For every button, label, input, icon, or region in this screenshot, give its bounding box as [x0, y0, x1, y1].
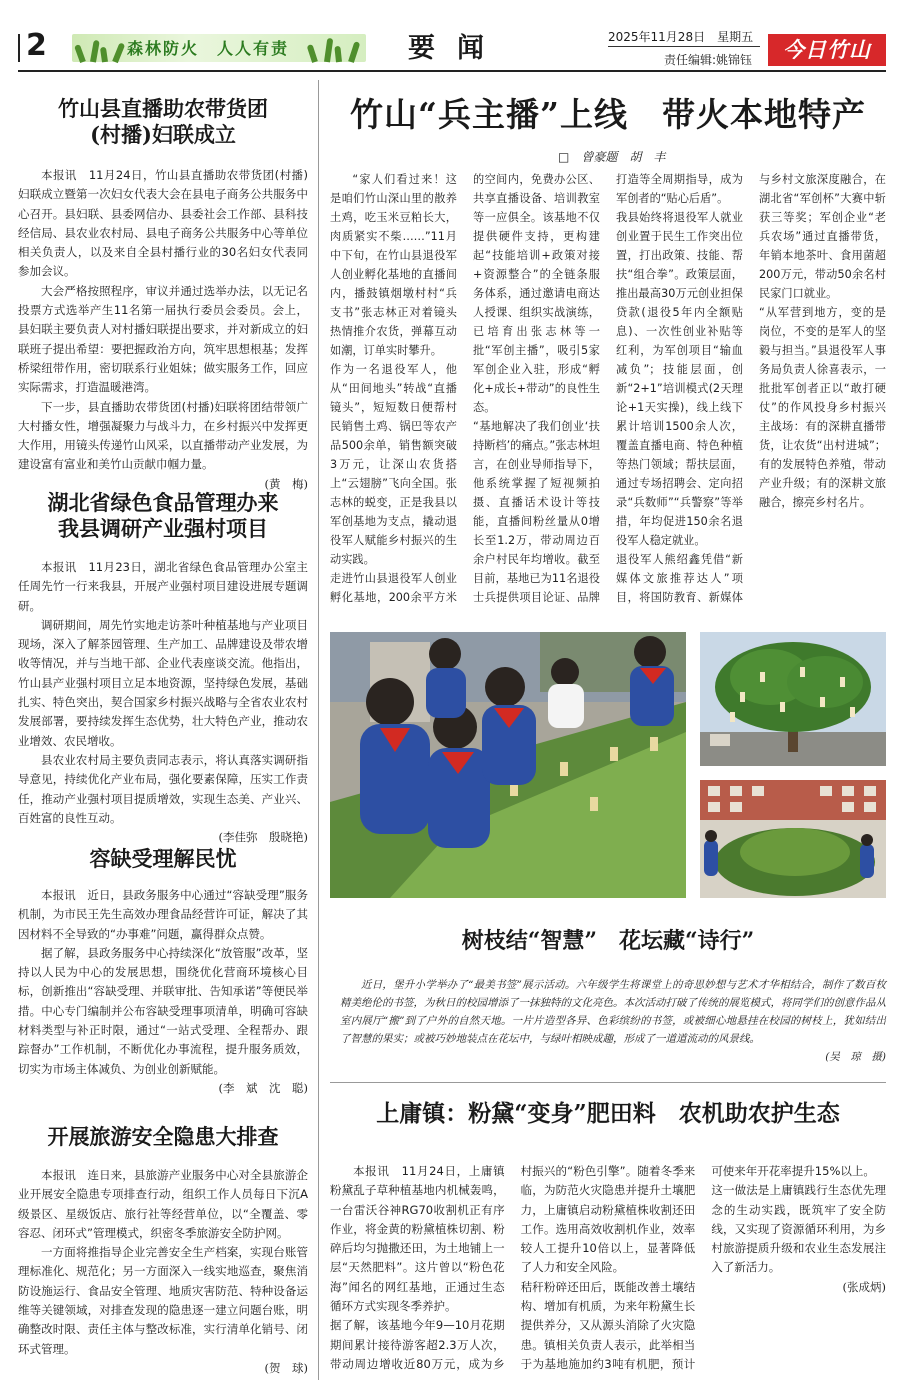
article2-byline: (李佳弥 殷晓艳) [218, 830, 308, 845]
article2-body: 本报讯 11月23日，湖北省绿色食品管理办公室主任周先竹一行来我县，开展产业强村项目建设进展专题调研。 调研期间，周先竹实地走访茶叶种植基地与产业项目现场，深入了解茶园管理、生产加工、品牌建设及带农增收等情况，并与当地干部、企业代表座谈交流。他指出，竹山县产业强村项目立足本地资源，坚持绿色发展，基础扎实、特色突出，契合国家乡村振兴战略与全省农业农村发展部署，要持续发挥生态优势，壮大特色产业，推动农业增效、农民增收。 县农业农村局主要负责同志表示，将认真落实调研指导意见，持续优化产业布局，强化要素保障，压实工作责任，推动产业强村项目提质增效，实现生态美、产业兴、百姓富的良性互动。 (李佳弥 殷晓艳) [18, 558, 308, 830]
lead-byline: □ 曾豪题 胡 丰 [558, 150, 666, 164]
photo-tree [700, 632, 886, 766]
article3-body: 本报讯 近日，县政务服务中心通过“容缺受理”服务机制，为市民王先生高效办理食品经营许可证，解决了其因材料不全导致的“办事难”问题，赢得群众点赞。 据了解，县政务服务中心持续深化“放管服”改革，坚持以人民为中心的发展思想，围绕优化营商环境核心目标，创新推出“容缺受理、并联审批、告知承诺”等便民举措。中心专门编制并公布容缺受理事项清单，明确可容缺材料类型与补正时限，通过“一站式受理、全程帮办、跟踪督办”工作机制，不断优化办事流程，提升服务质效，切实为市场主体减负、为创业创新赋能。 (李 斌 沈 聪) [18, 886, 308, 1106]
leaf-icon [112, 42, 125, 63]
issue-date: 2025年11月28日 星期五 [608, 30, 754, 44]
lead-headline: 竹山“兵主播”上线 带火本地特产 [350, 95, 866, 134]
leaf-icon [307, 44, 318, 63]
leaf-icon [324, 38, 333, 63]
article2-headline: 湖北省绿色食品管理办来 我县调研产业强村项目 [47, 490, 279, 542]
leaf-icon [348, 41, 360, 63]
article5-byline: (张成炳) [842, 1279, 886, 1294]
article3-byline: (李 斌 沈 聪) [218, 1080, 308, 1095]
lead-body [330, 170, 886, 616]
column-divider [318, 80, 319, 1380]
article4-headline: 开展旅游安全隐患大排查 [47, 1124, 279, 1149]
leaf-icon [74, 44, 86, 63]
article5-text: 本报讯 11月24日，上庸镇粉黛乱子草种植基地内机械轰鸣，一台雷沃谷神RG70收割机正有序作业，将金黄的粉黛植株切割、粉碎后均匀抛撒还田，为土地铺上一层“天然肥料”。这片曾以“粉色花海”闻名的网红基地，正通过生态循环方式实现冬季养护。 据了解，该基地今年9—10月花期期间累计接待游客超2.3万人次，带动周边增收近80万元，成为乡村振兴的“粉色引擎”。随着冬季来临，为防范火灾隐患并提升土壤肥力，上庸镇启动粉黛植株收割还田工作。选用高效收割机作业，效率较人工提升10倍以上，显著降低了人力和安全风险。 秸秆粉碎还田后，既能改善土壤结构、增加有机质，为来年粉黛生长提供养分，又从源头消除了火灾隐患。镇相关负责人表示，此举相当于为基地施加约3吨有机肥，预计可使来年开花率提升15%以上。 这一做法是上庸镇践行生态优先理念的生动实践，既筑牢了安全防线，又实现了资源循环利用，为乡村旅游提质升级和农业生态发展注入了新活力。 [330, 1164, 886, 1371]
slogan-banner [72, 34, 366, 62]
section-title: 要闻 [408, 33, 506, 64]
leaf-icon [334, 46, 342, 63]
date-rule [608, 46, 760, 47]
newspaper-logo: 今日竹山 [768, 34, 886, 66]
article4-body: 本报讯 连日来，县旅游产业服务中心对全县旅游企业开展安全隐患专项排查行动，组织工作人员每日下沉A级景区、星级饭店、旅行社等经营单位，以“全覆盖、零容忍、闭环式”管理模式，织密冬季旅游安全防护网。 一方面将推指导企业完善安全生产档案，实现台账管理标准化、规范化；另一方面深入一线实地巡查，聚焦消防设施运行、食品安全管理、地质灾害防范、特种设备运维等关键领域，对排查发现的隐患逐一建立问题台账，明确整改时限、责任主体与整改标准，实行清单化销号、闭环式管理。 (贺 球) [18, 1166, 308, 1376]
article1-byline: (黄 梅) [264, 476, 308, 491]
page-number: 2 [26, 28, 47, 63]
page-header [0, 0, 905, 80]
photo-main [330, 632, 686, 898]
photo-flowerbed [700, 780, 886, 898]
article1-body: 本报讯 11月24日，竹山县直播助农带货团(村播)妇联成立暨第一次妇女代表大会在县电子商务公共服务中心召开。县妇联、县委网信办、县委社会工作部、县科技经信局、县农业农村局、县电子商务公共服务中心等单位相关负责人，以及来自全县村播行业的30名妇女代表同参加会议。 大会严格按照程序，审议并通过选举办法，以无记名投票方式选举产生11名第一届执行委员会委员。会上，县妇联主要负责人对村播妇联提出要求，并对新成立的妇联班子提出希望：要把握政治方向，筑牢思想根基；发挥桥梁纽带作用，密切联系行业姐妹；做实服务工作，回应实际需求，打造温暖港湾。 下一步，县直播助农带货团(村播)妇联将团结带领广大村播女性，增强凝聚力与战斗力，在乡村振兴中发挥更大作用，用镜头传递竹山风采，以直播带动产业发展，为建设富有富业和美竹山贡献巾帼力量。 (黄 梅) [18, 166, 308, 484]
leaf-icon [90, 40, 100, 63]
leaf-icon [100, 47, 108, 63]
lead-text: “家人们看过来！这是咱们竹山深山里的散养土鸡，吃玉米豆粕长大，肉质紧实不柴……”11月中下旬，在竹山县退役军人创业孵化基地的直播间内，播鼓镇烟墩村村“兵支书”张志林正对着镜头热情推介农货，弹幕互动如潮，订单实时攀升。 作为一名退役军人，他从“田间地头”转战“直播镜头”，短短数日便帮村民销售土鸡、锅巴等农产品500余单，销售额突破3万元，让深山农货搭上“云翅膀”飞向全国。张志林的蜕变，正是我县以军创基地为支点，撬动退役军人赋能乡村振兴的生动实践。 走进竹山县退役军人创业孵化基地，200余平方米的空间内，免费办公区、共享直播设备、培训教室等一应俱全。该基地不仅提供硬件支持，更构建起“技能培训+政策对接+资源整合”的全链条服务体系，通过邀请电商达人授课、组织实战演练，已培育出张志林等一批“军创主播”，吸引5家军创企业入驻，形成“孵化+成长+带动”的良性生态。 “基地解决了我们创业‘扶持断档’的痛点。”张志林坦言，在创业导师指导下，他系统掌握了短视频拍摄、直播话术设计等技能，直播间粉丝量从0增长至1.2万，带动周边百余户村民年均增收。截至目前，基地已为11名退役士兵提供项目论证、品牌打造等全周期指导，成为军创者的“贴心后盾”。 我县始终将退役军人就业创业置于民生工作突出位置，打出政策、技能、帮扶“组合拳”。政策层面，推出最高30万元创业担保贷款(退役5年内全额贴息)、一次性创业补贴等红利，为军创项目“输血减负”；技能层面，创新“2+1”培训模式(2天理论+1天实操)，线上线下累计培训1500余人次，覆盖直播电商、特色种植等热门领域；帮扶层面，通过专场招聘会、定向招录“兵数师”“兵警察”等举措，年均促进150余名退役军人稳定就业。 退役军人熊绍鑫凭借“新媒体文旅推荐达人”项目，将国防教育、新媒体与乡村文旅深度融合，在湖北省“军创杯”大赛中斩获三等奖；军创企业“老兵农场”通过直播带货，年销本地茶叶、食用菌超200万元，带动50余名村民家门口就业。 “从军营到地方，变的是岗位，不变的是军人的坚毅与担当。”县退役军人事务局负责人徐喜表示，一批批军创者正以“敢打硬仗”的作风投身乡村振兴主战场：有的深耕直播带货，让农货“出村进城”；有的发展特色养殖，带动产业升级；有的深耕文旅融合，擦亮乡村名片。 [330, 173, 886, 604]
page-number-bar [18, 34, 20, 62]
slogan-text: 森林防火 人人有责 [127, 39, 290, 58]
article5-headline: 上庸镇：粉黛“变身”肥田料 农机助农护生态 [376, 1100, 840, 1127]
header-divider [18, 70, 886, 72]
article4-byline: (贺 球) [264, 1360, 308, 1375]
section-divider [330, 1082, 886, 1083]
photo-story-byline: (吴 琼 摄) [825, 1051, 886, 1063]
article5-body [330, 1162, 886, 1378]
photo-story-headline: 树枝结“智慧” 花坛藏“诗行” [461, 928, 755, 954]
photo-story-caption: 近日，堡升小学举办了“最美书签”展示活动。六年级学生将课堂上的奇思妙想与艺术才华相结合，制作了数百枚精美绝伦的书签，为秋日的校园增添了一抹独特的文化亮色。本次活动打破了传统的展览模式，将同学们的创意作品从室内展厅“搬”到了户外的自然天地。一片片造型各异、色彩缤纷的书签，或被细心地悬挂在校园的树枝上，犹如结出了智慧的果实；或被巧妙地装点在花坛中，与绿叶相映成趣，形成了一道道流动的风景线。 (吴 琼 摄) [340, 976, 886, 1066]
responsible-editor: 责任编辑:姚锦钰 [664, 53, 753, 67]
article1-headline: 竹山县直播助农带货团 (村播)妇联成立 [58, 96, 268, 148]
article3-headline: 容缺受理解民忧 [89, 846, 237, 871]
